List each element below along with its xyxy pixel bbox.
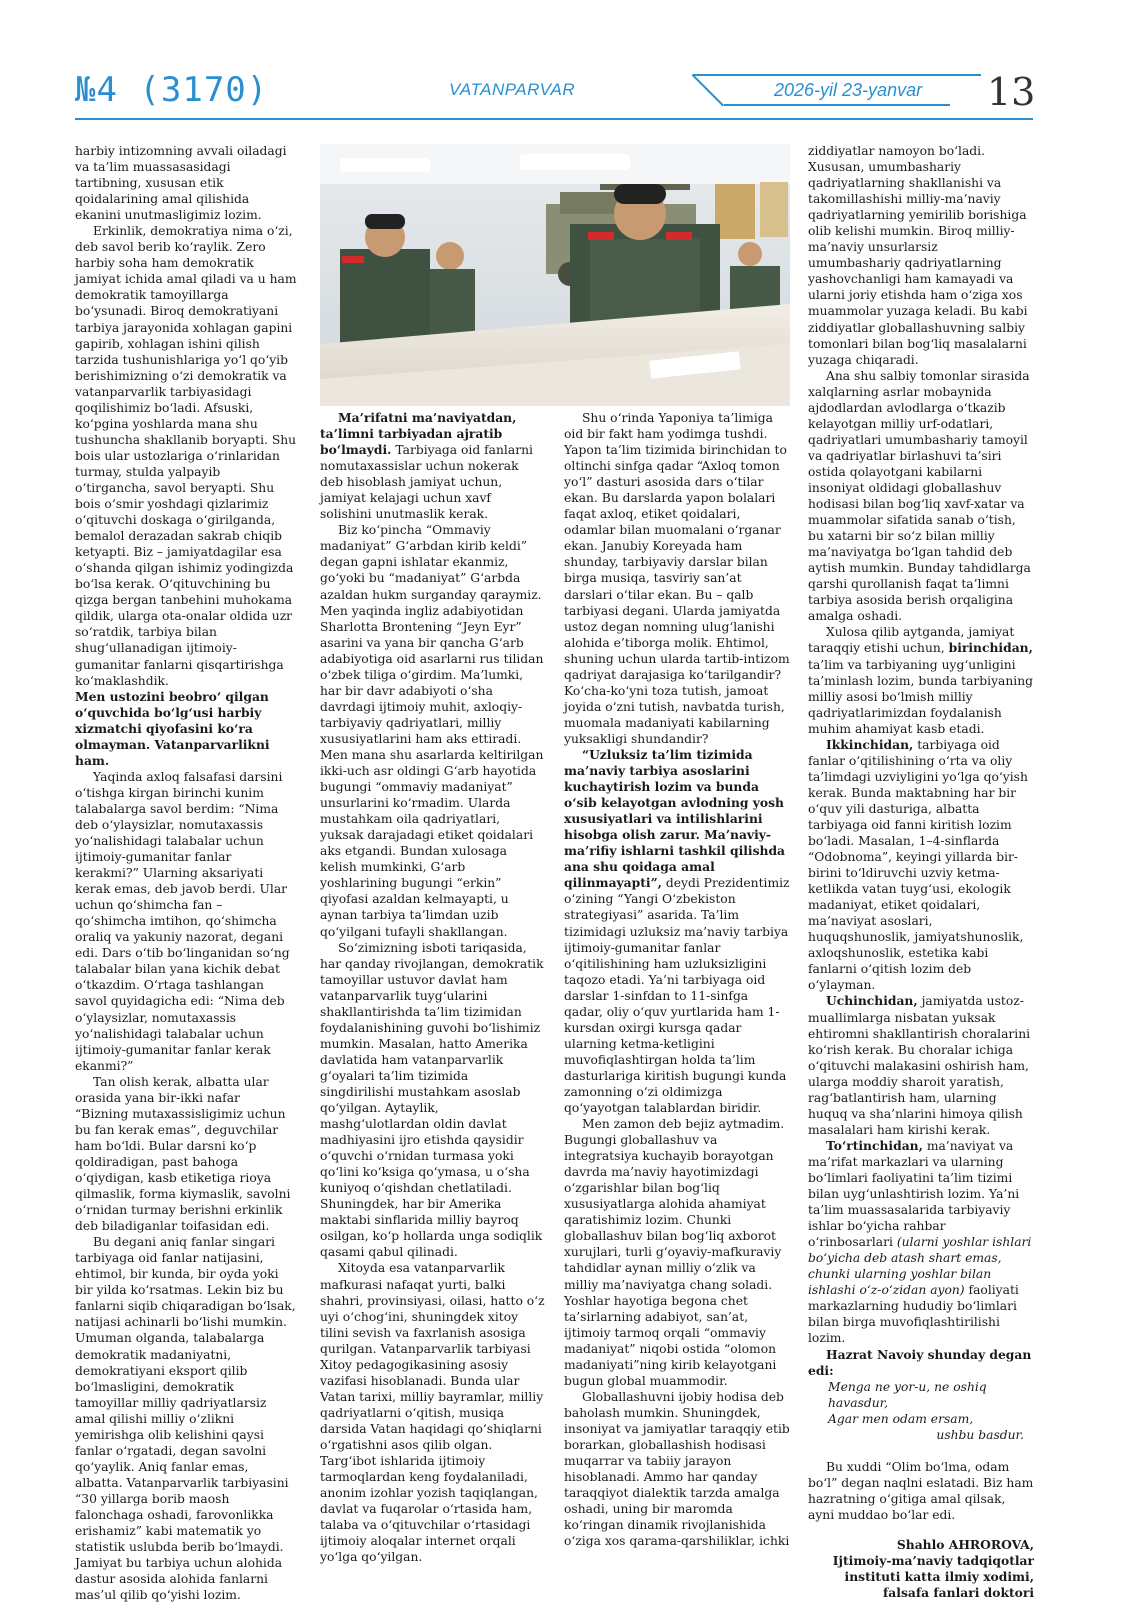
paragraph: ziddiyatlar namoyon bo‘ladi. Xususan, umumbashariy qadriyatlarning shakllanishi va takomillashishi milliy-ma’naviy qadriyatlarning yemirilib borishiga olib kelishi mumkin. Biroq milliy-ma’naviy unsurlarsiz umumbashariy qadriyatlarning yashovchanligi ham kamayadi va ularni joriy etishda ham o‘ziga xos muammolar yuzaga keladi. Bu kabi ziddiyatlar globallashuvning salbiy tomonlari bilan bog‘liq masalalarni yuzaga chiqaradi. bbox=[808, 144, 1028, 367]
bold-statement: Men ustozini beobro‘ qilgan o‘quvchida bo‘lg‘usi harbiy xizmatchi qiyofasini ko‘ra olmayman. Vatanparvarlikni ham. bbox=[75, 688, 270, 768]
newspaper-name: VATANPARVAR bbox=[449, 80, 576, 99]
paragraph: Ikkinchidan, tarbiyaga oid fanlar o‘qitilishining o‘rta va oliy ta’limdagi uzviyligini yo‘lga qo‘yish kerak. Bunda maktabning har bir o‘quv yili dasturiga, albatta tarbiyaga oid fanni kiritish lozim bo‘ladi. Masalan, 1–4-sinflarda “Odobnoma”, keyingi yillarda bir-birini to‘ldiruvchi uzviy ketma-ketlikda vatan tuyg‘usi, ekologik madaniyat, etiket qoidalari, ma’naviyat asoslari, huquqshunoslik, jamiyatshunoslik, axloqshunoslik, estetika kabi fanlarni o‘qitish lozim deb o‘ylayman. bbox=[808, 736, 1028, 993]
author-degree: falsafa fanlari doktori bbox=[883, 1585, 1034, 1601]
italic-note: (ularni yoshlar ishlari bo‘yicha deb atash shart emas, chunki ularning yoshlar bilan ishlashi o‘z-o‘zidan ayon) bbox=[808, 1235, 1032, 1298]
paragraph: Xitoyda esa vatanparvarlik mafkurasi nafaqat yurti, balki shahri, provinsiyasi, oilasi, hatto o‘z uyi o‘chog‘ini, shuningdek xitoy tilini sevish va faxrlanish asosiga qurilgan. Vatanparvarlik tarbiyasi Xitoy pedagogikasining asosiy vazifasi hisoblanadi. Bunda ular Vatan tarixi, milliy bayramlar, milliy qadriyatlarni o‘qitish, musiqa darsida Vatan haqidagi qo‘shiqlarni o‘rgatishni asos qilib olgan. Targ‘ibot ishlarida ijtimoiy tarmoqlardan keng foydalaniladi, anonim izohlar yozish taqiqlangan, davlat va fuqarolar o‘rtasida ham, talaba va o‘qituvchilar o‘rtasidagi ijtimoiy aloqalar internet orqali yo‘lga qo‘yilgan. bbox=[320, 1261, 545, 1565]
paragraph bbox=[808, 1347, 1034, 1379]
paragraph bbox=[564, 747, 790, 1116]
article-column-3 bbox=[564, 410, 790, 1549]
page-number: 13 bbox=[987, 70, 1036, 114]
paragraph: Globallashuvni ijobiy hodisa deb baholash mumkin. Shuningdek, insoniyat va jamiyatlar taraqqiy etib borarkan, globallashish hodisasi muqarrar va tabiiy jarayon hisoblanadi. Ammo har qanday taraqqiyot dialektik tarzda amalga oshadi, uning bir maromda ko‘ringan dinamik rivojlanishida o‘ziga xos qarama-qarshiliklar, ichki bbox=[564, 1389, 790, 1549]
bold-third: Uchinchidan, bbox=[826, 993, 918, 1009]
paragraph: Men zamon deb bejiz aytmadim. Bugungi globallashuv va integratsiya kuchayib borayotgan davrda ma’naviy hayotimizdagi o‘zgarishlar bilan bog‘liq xususiyatlarga alohida ahamiyat qaratishimiz lozim. Chunki globallashuv bilan bog‘liq axborot xurujlari, turli g‘oyaviy-mafkuraviy tahdidlar aynan milliy o‘zlik va milliy ma’naviyatga chang soladi. Yoshlar hayotiga begona chet ta’sirlarning adabiyot, san’at, ijtimoiy tarmoq orqali “ommaviy madaniyat” niqobi ostida “olomon madaniyati”ning kirib kelayotgani bugun global muammodir. bbox=[564, 1117, 785, 1388]
author-name: Shahlo AHROROVA, bbox=[896, 1536, 1034, 1552]
paragraph-bold bbox=[75, 689, 297, 769]
author-position-1: Ijtimoiy-ma’naviy tadqiqotlar bbox=[832, 1553, 1034, 1569]
paragraph: Yaqinda axloq falsafasi darsini o‘tishga kirgan birinchi kunim talabalarga savol berdim: “Nima deb o‘ylaysizlar, nomutaxassis yo‘nalishidagi talabalar uchun ijtimoiy-gumanitar fanlar kerakmi?” Ularning aksariyati kerak emas, deb javob berdi. Ular uchun qo‘shimcha fan – qo‘shimcha imtihon, qo‘shimcha oraliq va yakuniy nazorat, degani edi. Dars o‘tib bo‘linganidan so‘ng talabalar bilan yana kichik debat o‘tkazdim. O‘rtaga tashlangan savol quyidagicha edi: “Nima deb o‘ylaysizlar, nomutaxassis yo‘nalishidagi talabalar uchun ijtimoiy-gumanitar fanlar kerak ekanmi?” bbox=[75, 769, 290, 1073]
header-rule-bottom bbox=[75, 118, 1033, 120]
paragraph: So‘zimizning isboti tariqasida, har qanday rivojlangan, demokratik tamoyillar ustuvor davlat ham vatanparvarlik tuyg‘ularini shakllantirishda ta’lim tizimidan foydalanishining guvohi bo‘lishimiz mumkin. Masalan, hatto Amerika davlatida ham vatanparvarlik g‘oyalari ta’lim tizimida singdirilishi mustahkam asoslab qo‘yilgan. Aytaylik, mashg‘ulotlardan oldin davlat madhiyasini ijro etishda qaysidir o‘quvchi o‘rnidan turmasa yoki qo‘lini ko‘ksiga qo‘ymasa, u o‘sha kuniyoq o‘qishdan chetlatiladi. Shuningdek, har bir Amerika maktabi sinflarida milliy bayroq osilgan, ko‘p hollarda unga sodiqlik qasami qabul qilinadi. bbox=[320, 940, 544, 1260]
bold-first: birinchidan, bbox=[948, 640, 1033, 656]
paragraph: Bu degani aniq fanlar singari tarbiyaga oid fanlar natijasini, ehtimol, bir kunda, bir oyda yoki bir yilda ko‘rsatmas. Lekin biz bu fanlarni siqib chiqaradigan bo‘lsak, natijasi achinarli bo‘lishi mumkin. Umuman olganda, talabalarga demokratik madaniyatni, demokratiyani eksport qilib bo‘lmasligini, demokratik tamoyillar milliy qadriyatlarsiz amal qilishi milliy o‘zlikni yemirishga olib kelishini qaysi fanlar o‘rgatadi, degan savolni qo‘yaylik. Aniq fanlar emas, albatta. Vatanparvarlik tarbiyasini “30 yillarga borib maosh falonchaga oshadi, farovonlikka erishamiz” kabi matematik yo statistik uslubda berib bo‘lmaydi. Jamiyat bu tarbiya uchun alohida dastur asosida alohida fanlarni mas’ul qilib qo‘yishi lozim. bbox=[75, 1235, 296, 1603]
paragraph: Shu o‘rinda Yaponiya ta’limiga oid bir fakt ham yodimga tushdi. Yapon ta’lim tizimida birinchidan to oltinchi sinfga qadar “Axloq tomon yo‘l” dasturi asosida dars o‘tilar ekan. Bu darslarda yapon bolalari faqat axloq, etiket qoidalari, odamlar bilan muomalani o‘rganar ekan. Janubiy Koreyada ham shunday, tarbiyaviy darslar bilan birga musiqa, tasviriy san’at darslari o‘tilar ekan. Bu – qalb tarbiyasi degani. Ularda jamiyatda ustoz degan nomning ulug‘lanishi alohida e’tiborga molik. Ehtimol, shuning uchun ularda tartib-intizom qadriyat darajasiga ko‘tarilgandir? Ko‘cha-ko‘yni toza tutish, jamoat joyida o‘zni tutish, navbatda turish, muomala madaniyati kabilarning yuksakligi shundandir? bbox=[564, 411, 790, 746]
bold-second: Ikkinchidan, bbox=[826, 736, 914, 752]
article-column-1 bbox=[75, 143, 297, 1603]
poem-line-3: ushbu basdur. bbox=[936, 1427, 1024, 1442]
classroom-photo bbox=[320, 144, 790, 406]
paragraph bbox=[320, 410, 545, 522]
paragraph: Bu xuddi “Olim bo‘lma, odam bo‘l” degan naqlni eslatadi. Biz ham hazratning o‘gitiga amal qilsak, ayni muddao bo‘lar edi. bbox=[808, 1459, 1034, 1522]
paragraph: Tan olish kerak, albatta ular orasida yana bir-ikki nafar “Bizning mutaxassisligimiz uchun bu fan kerak emas”, deguvchilar ham bo‘ldi. Bular darsni ko‘p qoldiradigan, past bahoga o‘qiydigan, kasb etiketiga rioya qilmaslik, forma kiymaslik, savolni o‘rnidan turmay berishni erkinlik deb biladiganlar toifasidan edi. bbox=[75, 1074, 291, 1234]
paragraph: Erkinlik, demokratiya nima o‘zi, deb savol berib ko‘raylik. Zero harbiy soha ham demokratik jamiyat ichida amal qiladi va u ham demokratik tamoyillarga bo‘ysunadi. Biroq demokratiyani tarbiya jarayonida xohlagan gapini gapirib, xohlagan ishini qilish tarzida tushunishlariga yo‘l qo‘yib berishimizning o‘zi demokratik va vatanparvarlik tarbiyasidagi qoqilishimiz bo‘ladi. Afsuski, ko‘pgina yoshlarda mana shu tushuncha shakllanib boryapti. Shu bois ular ustozlariga o‘rinlaridan turmay, stulda yalpayib o‘tirgancha, savol beryapti. Shu bois o‘smir yoshdagi qizlarimiz o‘qituvchi doskaga o‘girilganda, bemalol derazadan sakrab chiqib ketyapti. Biz – jamiyatdagilar esa o‘shanda qilgan ishimiz yodingizda bo‘lsa kerak. O‘qituvchining bu qizga bergan tanbehini muhokama qildik, ularga ota-onalar oldida uzr so‘ratdik, tarbiya bilan shug‘ullanadigan ijtimoiy-gumanitar fanlarni qisqartirishga ko‘maklashdik. bbox=[75, 224, 297, 688]
paragraph: Ana shu salbiy tomonlar sirasida xalqlarning asrlar mobaynida ajdodlardan avlodlarga o‘tkazib kelayotgan milliy urf-odatlari, qadriyatlari umumbashariy tamoyil va qadriyatlar birlashuvi ta’siri ostida qolayotgani kabilarni insoniyat oldidagi globallashuv hodisasi bilan bog‘liq xavf-xatar va muammolar sifatida sanab o‘tish, bu xatarni bir so‘z bilan milliy ma’naviyatga bo‘lgan tahdid deb aytish mumkin. Bunday tahdidlarga qarshi qurollanish faqat ta’limni tarbiya asosida berish orqaligina amalga oshadi. bbox=[808, 368, 1031, 624]
header-rule-diagonal bbox=[692, 74, 724, 106]
article-column-4 bbox=[808, 143, 1034, 1601]
paragraph: To‘rtinchidan, ma’naviyat va ma’rifat markazlari va ularning bo‘limlari faoliyatini ta’lim tizimi bilan uyg‘unlashtirish lozim. Ya’ni ta’lim muassasalarida tarbiyaviy ishlar bo‘yicha rahbar o‘rinbosarlari (ularni yoshlar ishlari bo‘yicha deb atash shart emas, chunki ularning yoshlar bilan ishlashi o‘z-o‘zidan ayon) faoliyati markazlarning hududiy bo‘limlari bilan birga muvofiqlashtirilishi lozim. bbox=[808, 1137, 1032, 1346]
issue-date: 2026-yil 23-yanvar bbox=[774, 80, 923, 100]
article-column-2 bbox=[320, 410, 545, 1565]
header-rule-mid bbox=[724, 104, 950, 106]
paragraph: Xulosa qilib aytganda, jamiyat taraqqiy etishi uchun, birinchidan, ta’lim va tarbiyaning uyg‘unligini ta’minlash lozim, bunda tarbiyaning milliy asosi bo‘lmish milliy qadriyatlarimizdan foydalanish muhim ahamiyat kasb etadi. bbox=[808, 625, 1034, 736]
bold-lead: Ma’rifatni ma’naviyatdan, ta’limni tarbiyadan ajratib bo‘lmaydi. bbox=[320, 410, 517, 458]
paragraph: Biz ko‘pincha “Ommaviy madaniyat” G‘arbdan kirib keldi” degan gapni ishlatar ekanmiz, go‘yoki bu “madaniyat” G‘arbda azaldan hukm surganday qaraymiz. Men yaqinda ingliz adabiyotidan Sharlotta Brontening “Jeyn Eyr” asarini va yana bir qancha G‘arb adabiyotiga oid asarlarni rus tilidan o‘zbek tiliga o‘girdim. Ma’lumki, har bir davr adabiyoti o‘sha davrdagi ijtimoiy muhit, axloqiy-tarbiyaviy qadriyatlari, milliy xususiyatlarini ham aks ettiradi. Men mana shu asarlarda keltirilgan ikki-uch asr oldingi G‘arb hayotida bugungi “ommaviy madaniyat” unsurlarini ko‘rmadim. Ularda mustahkam oila qadriyatlari, yuksak darajadagi etiket qoidalari aks etgandi. Bundan xulosaga kelish mumkinki, G‘arb yoshlarining bugungi “erkin” qiyofasi azaldan kelmayapti, u aynan tarbiya ta’limdan uzib qo‘yilgani tufayli shakllangan. bbox=[320, 523, 544, 939]
poem-line-2: Agar men odam ersam, bbox=[828, 1411, 974, 1426]
header-rule-top bbox=[693, 74, 981, 76]
paragraph-text: Tarbiyaga oid fanlarni nomutaxassislar uchun nokerak deb hisoblash jamiyat uchun, jamiyat kelajagi uchun xavf solishini unutmaslik kerak. bbox=[320, 443, 533, 522]
bold-navoiy: Hazrat Navoiy shunday degan edi: bbox=[808, 1346, 1032, 1378]
author-position-2: instituti katta ilmiy xodimi, bbox=[844, 1569, 1034, 1585]
author-signature bbox=[808, 1537, 1034, 1601]
issue-number: №4 (3170) bbox=[75, 70, 269, 110]
poem-line-1: Menga ne yor-u, ne oshiq havasdur, bbox=[828, 1379, 987, 1410]
president-quote: “Uzluksiz ta’lim tizimida ma’naviy tarbiya asoslarini kuchaytirish lozim va bunda o‘sib kelayotgan avlodning yosh xususiyatlari va intilishlarini hisobga olish zarur. Ma’naviy-ma’rifiy ishlarni tashkil qilishda ana shu qoidaga amal qilinmayapti”, bbox=[564, 746, 786, 891]
paragraph: Uchinchidan, jamiyatda ustoz-muallimlarga nisbatan yuksak ehtiromni shakllantirish choralarini ko‘rish kerak. Bu choralar ichiga o‘qituvchi malakasini oshirish ham, ularga moddiy sharoit yaratish, rag‘batlantirish ham, ularning huquq va sha’nlarini himoya qilish masalalari ham kirishi kerak. bbox=[808, 993, 1031, 1137]
paragraph: harbiy intizomning avvali oiladagi va ta’lim muassasasidagi tartibning, xususan etik qoidalarining amal qilishida ekanini unutmasligimiz lozim. bbox=[75, 144, 287, 223]
paragraph-text: deydi Prezidentimiz o‘zining “Yangi O‘zbekiston strategiyasi” asarida. Ta’lim tizimidagi uzluksiz ma’naviy tarbiya ijtimoiy-gumanitar fanlar o‘qitilishining ham uzluksizligini taqozo etadi. Ya’ni tarbiyaga oid darslar 1-sinfdan to 11-sinfga qadar, oliy o‘quv yurtlarida ham 1-kursdan oxirgi kursga qadar ularning ketma-ketligini muvofiqlashtirgan holda ta’lim dasturlariga kiritish bugungi kunda zamonning o‘zi oldimizga qo‘yayotgan talablardan biridir. bbox=[564, 876, 790, 1116]
bold-fourth: To‘rtinchidan, bbox=[826, 1137, 923, 1153]
page-header bbox=[0, 0, 1123, 125]
